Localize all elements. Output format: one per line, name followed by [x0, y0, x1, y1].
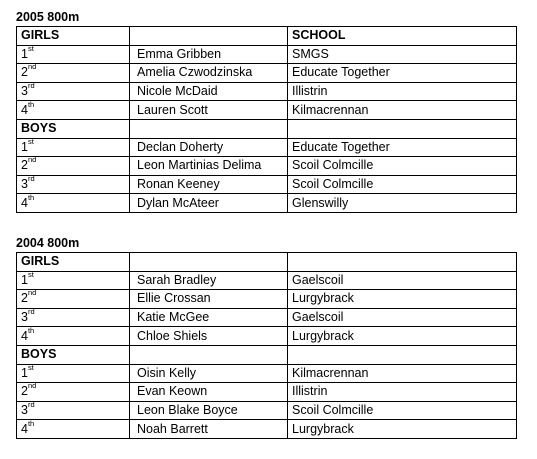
- athlete-name: Emma Gribben: [130, 45, 288, 64]
- position-cell: [17, 420, 130, 439]
- table-row: [17, 175, 517, 194]
- position-number: 4: [21, 328, 28, 343]
- position-suffix: rd: [27, 175, 35, 184]
- results-table: [16, 26, 517, 213]
- blank-header-cell: [130, 27, 288, 46]
- school-name: Gaelscoil: [288, 308, 517, 327]
- position-number: 2: [21, 65, 28, 80]
- position-cell: [17, 175, 130, 194]
- table-row: [17, 383, 517, 402]
- table-row: [17, 194, 517, 213]
- position-cell: [17, 101, 130, 120]
- school-name: Educate Together: [288, 64, 517, 83]
- table-row: [17, 364, 517, 383]
- school-name: Scoil Colmcille: [288, 157, 517, 176]
- table-row: [17, 401, 517, 420]
- athlete-name: Evan Keown: [130, 383, 288, 402]
- position-number: 2: [21, 384, 28, 399]
- athlete-name: Lauren Scott: [130, 101, 288, 120]
- school-name: Scoil Colmcille: [288, 401, 517, 420]
- athlete-name: Ellie Crossan: [130, 290, 288, 309]
- header-row: [17, 27, 517, 46]
- position-number: 1: [21, 46, 28, 61]
- school-name: Educate Together: [288, 138, 517, 157]
- position-number: 2: [21, 291, 28, 306]
- girls-header-cell: GIRLS: [17, 27, 130, 46]
- position-number: 3: [21, 310, 28, 325]
- table-row: [17, 138, 517, 157]
- blank-header-cell: [130, 253, 288, 272]
- table-row: [17, 290, 517, 309]
- athlete-name: Oisin Kelly: [130, 364, 288, 383]
- position-cell: [17, 82, 130, 101]
- school-name: Kilmacrennan: [288, 364, 517, 383]
- position-number: 1: [21, 139, 28, 154]
- header-row: [17, 253, 517, 272]
- table-row: [17, 308, 517, 327]
- athlete-name: Katie McGee: [130, 308, 288, 327]
- position-number: 3: [21, 177, 28, 192]
- school-name: Lurgybrack: [288, 290, 517, 309]
- position-suffix: st: [27, 271, 34, 279]
- position-suffix: rd: [27, 82, 35, 91]
- school-name: Lurgybrack: [288, 420, 517, 439]
- position-number: 4: [21, 195, 28, 210]
- position-suffix: st: [27, 364, 34, 372]
- school-header-cell: SCHOOL: [288, 27, 517, 46]
- table-row: [17, 420, 517, 439]
- position-suffix: nd: [27, 289, 37, 298]
- position-cell: [17, 364, 130, 383]
- boys-header-cell: BOYS: [17, 119, 130, 138]
- blank-cell: [288, 345, 517, 364]
- athlete-name: Noah Barrett: [130, 420, 288, 439]
- position-cell: [17, 290, 130, 309]
- position-suffix: th: [27, 419, 35, 428]
- blank-cell: [288, 119, 517, 138]
- position-cell: [17, 64, 130, 83]
- athlete-name: Declan Doherty: [130, 138, 288, 157]
- blank-cell: [130, 345, 288, 364]
- athlete-name: Ronan Keeney: [130, 175, 288, 194]
- school-name: Scoil Colmcille: [288, 175, 517, 194]
- boys-header-cell: BOYS: [17, 345, 130, 364]
- table-row: [17, 101, 517, 120]
- athlete-name: Chloe Shiels: [130, 327, 288, 346]
- position-number: 1: [21, 365, 28, 380]
- position-number: 1: [21, 272, 28, 287]
- position-cell: [17, 194, 130, 213]
- table-row: [17, 327, 517, 346]
- position-suffix: st: [27, 138, 34, 146]
- position-number: 3: [21, 84, 28, 99]
- athlete-name: Amelia Czwodzinska: [130, 64, 288, 83]
- position-suffix: nd: [27, 382, 37, 391]
- position-suffix: th: [27, 326, 35, 335]
- school-name: SMGS: [288, 45, 517, 64]
- school-name: Illistrin: [288, 383, 517, 402]
- position-number: 3: [21, 403, 28, 418]
- athlete-name: Dylan McAteer: [130, 194, 288, 213]
- position-cell: [17, 138, 130, 157]
- position-cell: [17, 271, 130, 290]
- position-suffix: th: [27, 100, 35, 109]
- boys-header-row: [17, 345, 517, 364]
- table-row: [17, 82, 517, 101]
- school-name: Glenswilly: [288, 194, 517, 213]
- section-2004-800m: [16, 234, 517, 439]
- position-cell: [17, 401, 130, 420]
- section-2005-800m: [16, 8, 517, 213]
- position-number: 4: [21, 102, 28, 117]
- table-row: [17, 64, 517, 83]
- school-header-cell: [288, 253, 517, 272]
- position-number: 4: [21, 421, 28, 436]
- position-suffix: nd: [27, 156, 37, 165]
- school-name: Illistrin: [288, 82, 517, 101]
- position-cell: [17, 327, 130, 346]
- table-row: [17, 157, 517, 176]
- position-suffix: st: [27, 45, 34, 53]
- athlete-name: Nicole McDaid: [130, 82, 288, 101]
- position-cell: [17, 45, 130, 64]
- athlete-name: Leon Blake Boyce: [130, 401, 288, 420]
- boys-header-row: [17, 119, 517, 138]
- position-suffix: rd: [27, 308, 35, 317]
- position-cell: [17, 383, 130, 402]
- school-name: Lurgybrack: [288, 327, 517, 346]
- table-row: [17, 271, 517, 290]
- results-table: [16, 252, 517, 439]
- position-suffix: rd: [27, 401, 35, 410]
- school-name: Kilmacrennan: [288, 101, 517, 120]
- girls-header-cell: GIRLS: [17, 253, 130, 272]
- position-suffix: nd: [27, 63, 37, 72]
- position-cell: [17, 157, 130, 176]
- athlete-name: Sarah Bradley: [130, 271, 288, 290]
- position-suffix: th: [27, 193, 35, 202]
- section-title: 2004 800m: [16, 236, 80, 250]
- athlete-name: Leon Martinias Delima: [130, 157, 288, 176]
- position-number: 2: [21, 158, 28, 173]
- position-cell: [17, 308, 130, 327]
- school-name: Gaelscoil: [288, 271, 517, 290]
- table-row: [17, 45, 517, 64]
- blank-cell: [130, 119, 288, 138]
- section-title: 2005 800m: [16, 10, 80, 24]
